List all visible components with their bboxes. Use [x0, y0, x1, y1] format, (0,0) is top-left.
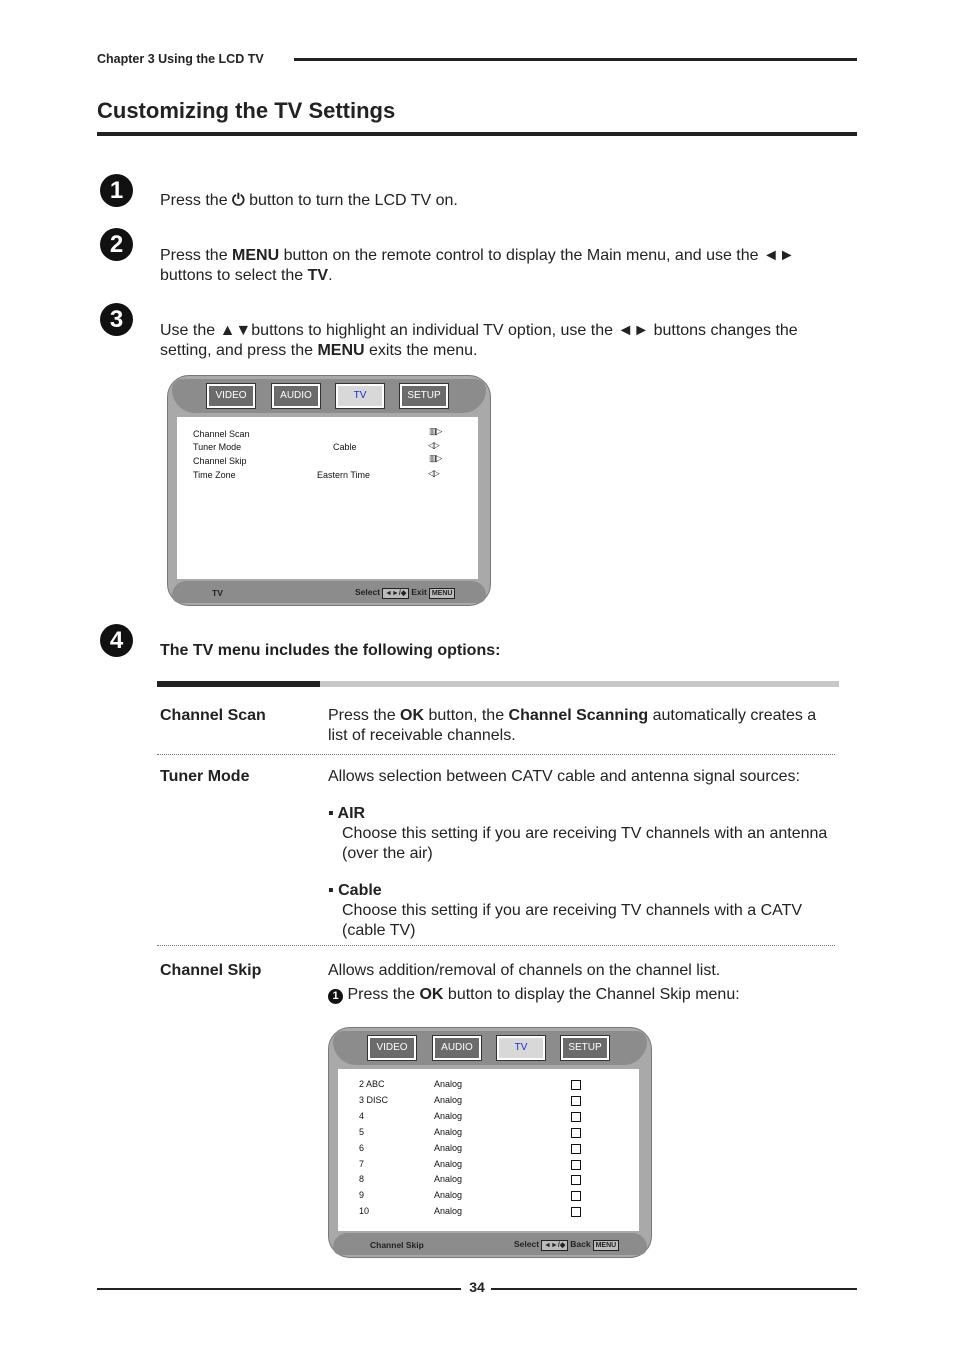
bullet-cable-text: Choose this setting if you are receiving TV channels with a CATV (cable TV)	[342, 902, 803, 939]
page-number: 34	[469, 1279, 485, 1295]
header-rule	[294, 58, 857, 61]
skip-checkbox[interactable]	[571, 1128, 581, 1138]
footer-rule-right	[491, 1288, 857, 1290]
options-heading: The TV menu includes the following options:	[160, 642, 501, 659]
skip-checkbox[interactable]	[571, 1160, 581, 1170]
term-tuner-mode: Tuner Mode	[160, 768, 250, 785]
left-right-icon: ◁▷	[428, 468, 438, 478]
select-key-icon: ◄►/◆	[541, 1240, 568, 1251]
up-down-arrows-icon: ▲▼	[219, 322, 252, 339]
tab-video[interactable]: VIDEO	[207, 384, 255, 408]
title-rule	[97, 132, 857, 136]
footer-title: TV	[212, 588, 223, 598]
desc-channel-scan: Press the OK button, the Channel Scanning automatically creates a list of receivable channels.	[328, 707, 817, 744]
channel-number[interactable]: 2 ABC	[359, 1079, 385, 1089]
channel-type: Analog	[434, 1110, 463, 1121]
channel-number[interactable]: 4	[359, 1110, 365, 1121]
power-icon: ⏻	[232, 192, 245, 209]
menu-item-channel-skip[interactable]: Channel Skip	[193, 456, 247, 466]
step-4-number: 4	[100, 624, 133, 657]
table-header-bar	[157, 681, 320, 687]
table-header-bar-light	[320, 681, 839, 687]
tab-setup[interactable]: SETUP	[561, 1036, 609, 1060]
menu-key-icon: MENU	[593, 1240, 620, 1251]
tuner-mode-value: Cable	[333, 442, 357, 452]
channel-type: Analog	[434, 1158, 463, 1169]
substep-number: 1	[328, 989, 343, 1004]
tab-tv[interactable]: TV	[336, 384, 384, 408]
step-1-text: Press the ⏻ button to turn the LCD TV on.	[160, 192, 458, 209]
term-channel-scan: Channel Scan	[160, 707, 266, 724]
channel-number[interactable]: 10	[359, 1206, 370, 1217]
bullet-cable: ▪ Cable	[328, 882, 382, 899]
step-2-text: Press the MENU button on the remote control to display the Main menu, and use the ◄► buttons to select the TV.	[160, 247, 795, 284]
time-zone-value: Eastern Time	[317, 470, 371, 480]
enter-arrow-icon: ▥▷	[429, 426, 441, 436]
skip-checkbox[interactable]	[571, 1096, 581, 1106]
left-right-arrows-icon: ◄►	[763, 247, 795, 264]
channel-type: Analog	[434, 1126, 463, 1137]
bullet-air: ▪ AIR	[328, 805, 366, 822]
channel-number[interactable]: 6	[359, 1142, 365, 1153]
channel-type: Analog	[434, 1206, 463, 1217]
channel-skip-screenshot	[328, 1027, 652, 1258]
channel-skip-substep: 1 Press the OK button to display the Channel Skip menu:	[328, 985, 833, 1005]
desc-tuner-mode: Allows selection between CATV cable and antenna signal sources:	[328, 768, 800, 785]
tv-menu-screenshot	[167, 375, 491, 606]
menu-key-icon: MENU	[429, 588, 456, 599]
menu-item-tuner-mode[interactable]: Tuner Mode	[193, 442, 242, 452]
skip-checkbox[interactable]	[571, 1080, 581, 1090]
skip-checkbox[interactable]	[571, 1207, 581, 1217]
skip-checkbox[interactable]	[571, 1144, 581, 1154]
page-title: Customizing the TV Settings	[97, 98, 396, 123]
skip-checkbox[interactable]	[571, 1191, 581, 1201]
term-channel-skip: Channel Skip	[160, 962, 262, 979]
step-2-number: 2	[100, 228, 133, 261]
tv-menu-panel	[177, 417, 478, 579]
channel-type: Analog	[434, 1079, 463, 1089]
skip-checkbox[interactable]	[571, 1112, 581, 1122]
footer-hints: Select ◄►/◆ Exit MENU	[355, 587, 457, 599]
footer-hints: Select ◄►/◆ Back MENU	[514, 1239, 621, 1251]
channel-type: Analog	[434, 1190, 463, 1201]
tab-audio[interactable]: AUDIO	[272, 384, 320, 408]
chapter-label: Chapter 3 Using the LCD TV	[97, 52, 264, 66]
menu-item-channel-scan[interactable]: Channel Scan	[193, 429, 250, 439]
tab-video[interactable]: VIDEO	[368, 1036, 416, 1060]
row-divider	[157, 945, 835, 946]
channel-type: Analog	[434, 1094, 463, 1105]
channel-number[interactable]: 5	[359, 1126, 365, 1137]
footer-title: Channel Skip	[370, 1240, 424, 1250]
footer-rule-left	[97, 1288, 461, 1290]
menu-item-time-zone[interactable]: Time Zone	[193, 470, 236, 480]
channel-number[interactable]: 7	[359, 1158, 365, 1169]
enter-arrow-icon: ▥▷	[429, 453, 441, 463]
channel-number[interactable]: 8	[359, 1174, 365, 1185]
select-key-icon: ◄►/◆	[382, 588, 409, 599]
channel-list-panel	[338, 1069, 639, 1231]
row-divider	[157, 754, 835, 755]
channel-number[interactable]: 3 DISC	[359, 1094, 389, 1105]
desc-channel-skip: Allows addition/removal of channels on the channel list.	[328, 962, 721, 979]
step-3-number: 3	[100, 303, 133, 336]
channel-type: Analog	[434, 1142, 463, 1153]
channel-number[interactable]: 9	[359, 1190, 365, 1201]
bullet-air-text: Choose this setting if you are receiving TV channels with an antenna (over the air)	[342, 825, 828, 862]
tab-audio[interactable]: AUDIO	[433, 1036, 481, 1060]
left-right-arrows-icon: ◄►	[617, 322, 650, 339]
step-3-text: Use the ▲▼buttons to highlight an individual TV option, use the ◄► buttons changes the setting, and press the MENU exits the menu.	[160, 322, 798, 359]
channel-type: Analog	[434, 1174, 463, 1185]
skip-checkbox[interactable]	[571, 1175, 581, 1185]
tab-tv[interactable]: TV	[497, 1036, 545, 1060]
step-1-number: 1	[100, 174, 133, 207]
left-right-icon: ◁▷	[428, 440, 438, 450]
tab-setup[interactable]: SETUP	[400, 384, 448, 408]
